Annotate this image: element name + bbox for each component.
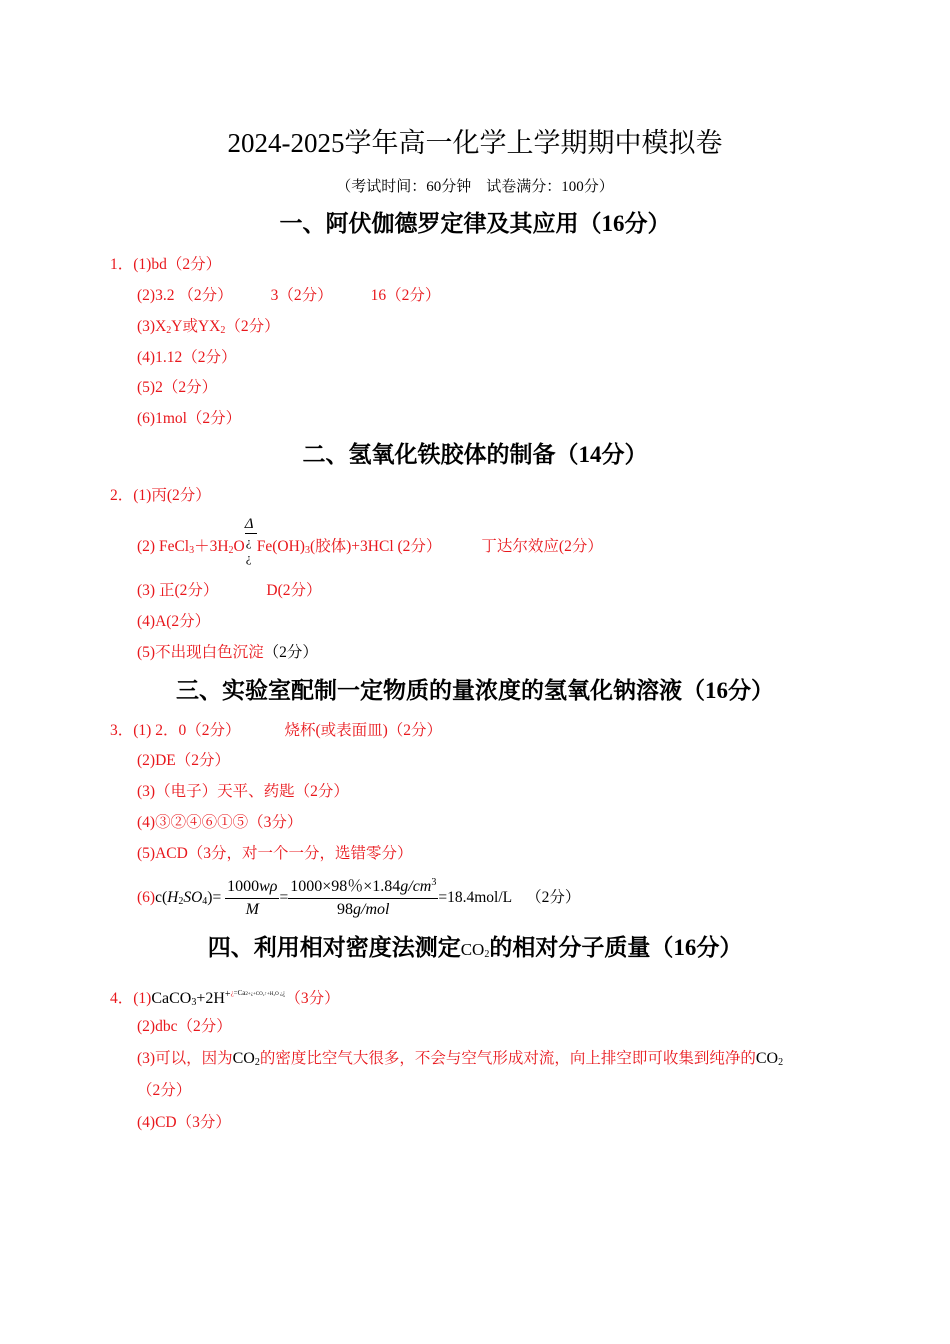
q3-answer-4: (4)③②④⑥①⑤（3分） bbox=[137, 814, 303, 831]
q1-answer-2: (2)3.2 （2分） 3（2分） 16（2分） bbox=[137, 287, 441, 304]
q1-answer-6: (6)1mol（2分） bbox=[137, 410, 242, 427]
q4-number: 4． bbox=[110, 990, 134, 1007]
q4-answer-3: (3)可以，因为$CO_2$的密度比空气大很多，不会与空气形成对流，向上排空即可收集到纯净的$CO_2$ bbox=[137, 1050, 784, 1068]
q1-answer-1: 1．(1)bd（2分） bbox=[110, 256, 222, 273]
q3-answer-1: 3．(1) 2．0（2分） 烧杯(或表面皿)（2分） bbox=[110, 722, 443, 739]
q3-answer-5: (5)ACD（3分，对一个一分，选错零分） bbox=[137, 845, 413, 862]
q1-answer-3: $(3)X_2Y$或$YX_2(2$分） bbox=[137, 318, 280, 336]
q1-number: 1． bbox=[110, 256, 134, 273]
q4-answer-3-points: （2分） bbox=[137, 1082, 192, 1099]
q3-answer-2: (2)DE（2分） bbox=[137, 752, 230, 769]
section-heading-1: 一、阿伏伽德罗定律及其应用（16分） bbox=[279, 211, 671, 236]
section-heading-2: 二、氢氧化铁胶体的制备（14分） bbox=[302, 442, 648, 467]
fraction-1: $\frac{1000w\rho}{M}$ bbox=[227, 877, 278, 918]
section-heading-4: 四、利用相对密度法测定$CO_2$的相对分子质量（16分） bbox=[207, 935, 743, 960]
q3-answer-6-formula: $(6)c(H_2SO_4)=$ $\frac{1000w\rho}{M}$ = $\frac{1000\times 98\%\times 1.84g/cm^3}{\text{98g/mol}}$ =18.4mol/L （2分） bbox=[137, 875, 580, 921]
q2-answer-2: (2) $FeCl_3+3H_2O$ Δ ¿ ¿ $Fe(OH)_3$(胶体)+3HCl (2分） 丁达尔效应(2分） bbox=[137, 516, 603, 565]
q1-answer-5: (5)2（2分） bbox=[137, 379, 218, 396]
q2-answer-1: 2．(1)丙(2分） bbox=[110, 487, 211, 504]
q4-answer-1: 4．$(1)CaCO_3+2H^{+¿=Ca2+¿+CO_2↑+H_2O ¿¿}(3$分） bbox=[110, 989, 340, 1008]
q1-answer-4: (4)1.12（2分） bbox=[137, 349, 237, 366]
fraction-2: $\frac{1000\times 98\%\times 1.84g/cm^3}{\text{98g/mol}}$ bbox=[290, 876, 437, 918]
reaction-heat-arrow: Δ ¿ ¿ bbox=[245, 533, 257, 553]
section-heading-3: 三、实验室配制一定物质的量浓度的氢氧化钠溶液（16分） bbox=[176, 678, 774, 703]
q3-number: 3． bbox=[110, 722, 134, 739]
q3-answer-3: (3)（电子）天平、药匙（2分） bbox=[137, 783, 349, 800]
q4-answer-4: (4)CD（3分） bbox=[137, 1114, 231, 1131]
q2-number: 2． bbox=[110, 487, 134, 504]
exam-info: （考试时间：60分钟 试卷满分：100分） bbox=[336, 179, 614, 195]
page-title: 2024-2025学年高一化学上学期期中模拟卷 bbox=[227, 128, 723, 158]
q2-answer-4: (4)A(2分） bbox=[137, 613, 211, 630]
q4-answer-2: (2)dbc（2分） bbox=[137, 1018, 232, 1035]
q2-answer-3: (3) 正(2分） D(2分） bbox=[137, 582, 322, 599]
q2-answer-5: (5)不出现白色沉淀（2分） bbox=[137, 644, 318, 661]
